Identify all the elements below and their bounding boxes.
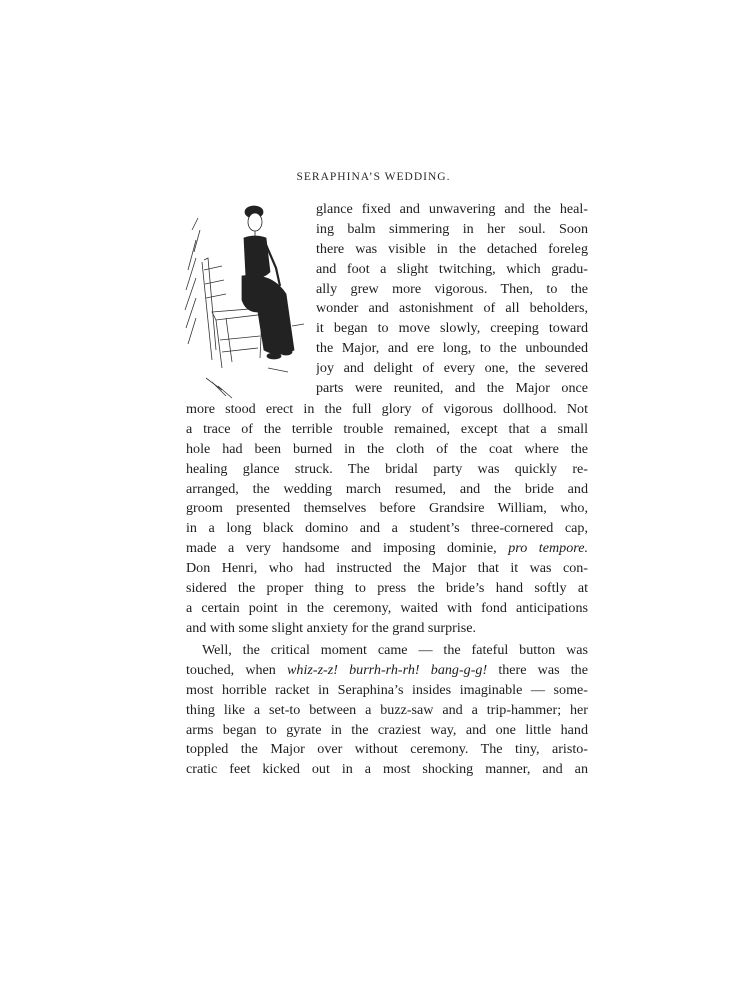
text-line: in a long black domino and a student’s three-cornered cap, bbox=[186, 520, 588, 537]
paragraph-2 bbox=[186, 641, 588, 780]
text-line: healing glance struck. The bridal party was quickly re- bbox=[186, 460, 588, 477]
text-span: made a very handsome and imposing dominie, bbox=[186, 540, 497, 557]
text-line: the Major, and ere long, to the unbounded bbox=[316, 340, 588, 357]
text-line: arms began to gyrate in the craziest way, and one little hand bbox=[186, 721, 588, 738]
text-line: hole had been burned in the cloth of the coat where the bbox=[186, 440, 588, 457]
text-line: toppled the Major over without ceremony. The tiny, aristo- bbox=[186, 741, 588, 758]
italic-text: pro tempore. bbox=[508, 540, 588, 557]
text-line: Well, the critical moment came — the fateful button was bbox=[202, 642, 588, 658]
text-line: there was visible in the detached foreleg bbox=[316, 240, 588, 257]
text-span: touched, when bbox=[186, 661, 276, 678]
text-line: thing like a set-to between a buzz-saw and a trip-hammer; her bbox=[186, 701, 588, 718]
text-line bbox=[186, 539, 588, 559]
italic-text: whiz-z-z! burrh-rh-rh! bang-g-g! bbox=[287, 661, 488, 678]
seated-woman-illustration-icon bbox=[182, 200, 308, 400]
text-line: ally grew more vigorous. Then, to the bbox=[316, 280, 588, 297]
text-line: it began to move slowly, creeping toward bbox=[316, 320, 588, 337]
text-line: sidered the proper thing to press the bride’s hand softly at bbox=[186, 580, 588, 597]
text-line: groom presented themselves before Grandsire William, who, bbox=[186, 500, 588, 517]
text-line: a trace of the terrible trouble remained, except that a small bbox=[186, 420, 588, 437]
text-line: parts were reunited, and the Major once bbox=[316, 380, 588, 397]
text-line: a certain point in the ceremony, waited with fond anticipations bbox=[186, 599, 588, 616]
text-line: joy and delight of every one, the severed bbox=[316, 360, 588, 377]
text-line: cratic feet kicked out in a most shocking manner, and an bbox=[186, 761, 588, 778]
text-line: and foot a slight twitching, which gradu- bbox=[316, 260, 588, 277]
text-line: glance fixed and unwavering and the heal- bbox=[316, 201, 588, 217]
text-line: wonder and astonishment of all beholders, bbox=[316, 300, 588, 317]
text-line: and with some slight anxiety for the grand surprise. bbox=[186, 619, 477, 636]
text-line: Don Henri, who had instructed the Major that it was con- bbox=[186, 560, 588, 577]
text-line: ing balm simmering in her soul. Soon bbox=[316, 220, 588, 237]
running-head: SERAPHINA’S WEDDING. bbox=[296, 171, 451, 183]
text-line: most horrible racket in Seraphina’s insides imaginable — some- bbox=[186, 681, 588, 698]
text-span: there was the bbox=[498, 661, 588, 678]
paragraph-1 bbox=[186, 400, 588, 639]
text-line bbox=[186, 661, 588, 681]
text-line: arranged, the wedding march resumed, and the bride and bbox=[186, 480, 588, 497]
text-block-top bbox=[316, 200, 588, 399]
text-line: more stood erect in the full glory of vigorous dollhood. Not bbox=[186, 401, 588, 417]
